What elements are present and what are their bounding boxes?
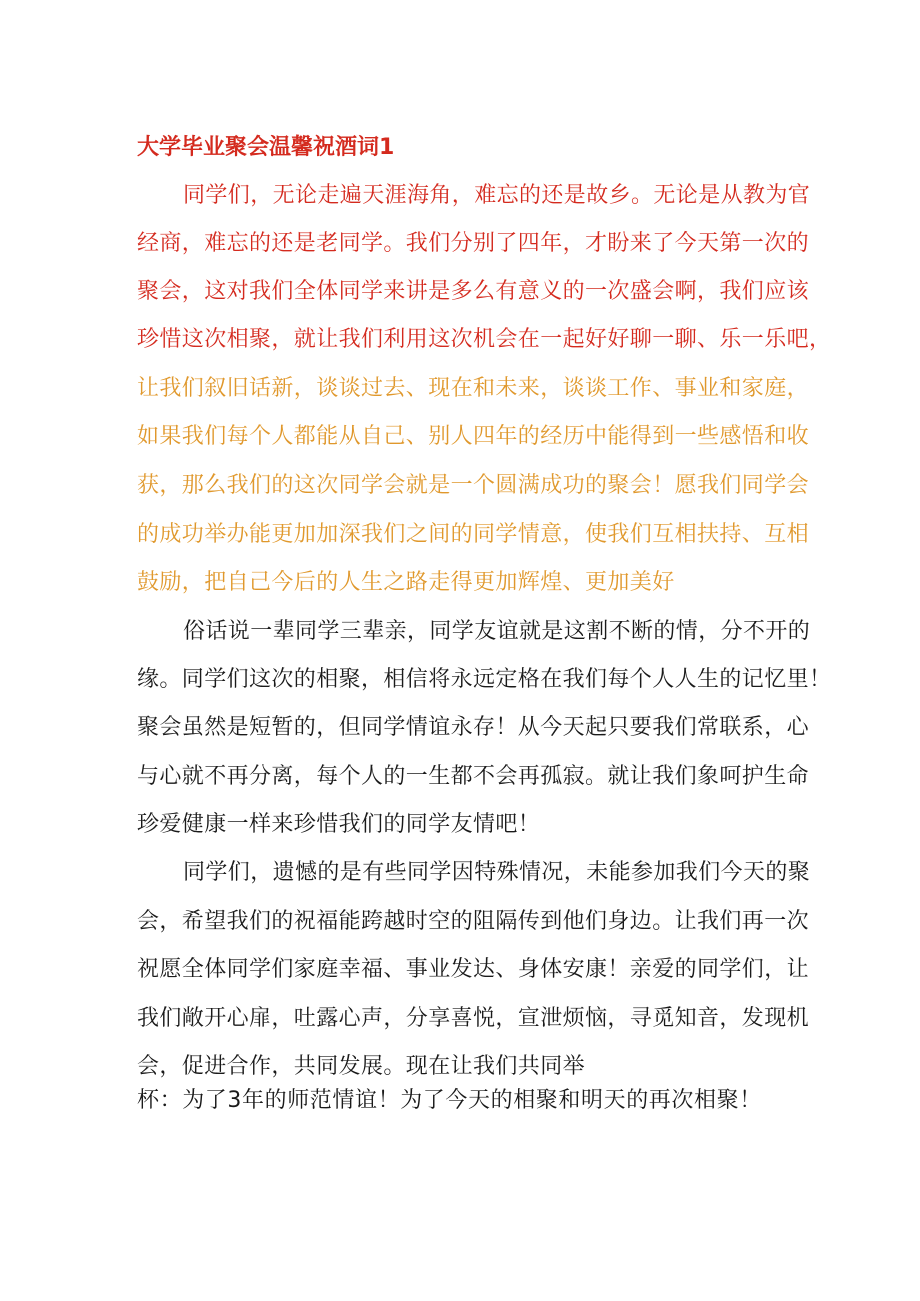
paragraph-2-line-1: 俗话说一辈同学三辈亲，同学友谊就是这割不断的情，分不开的 [183, 619, 811, 644]
paragraph-1-line-2: 经商，难忘的还是老同学。我们分别了四年，才盼来了今天第一次的 [137, 231, 810, 256]
paragraph-1-line-3: 聚会，这对我们全体同学来讲是多么有意义的一次盛会啊，我们应该 [137, 279, 810, 304]
paragraph-2-line-3: 聚会虽然是短暂的，但同学情谊永存！从今天起只要我们常联系，心 [137, 715, 810, 740]
paragraph-3-line-1: 同学们，遗憾的是有些同学因特殊情况，未能参加我们今天的聚 [183, 860, 811, 885]
paragraph-1-line-4: 珍惜这次相聚，就让我们利用这次机会在一起好好聊一聊、乐一乐吧， [137, 327, 832, 352]
paragraph-3-line-3: 祝愿全体同学们家庭幸福、事业发达、身体安康！亲爱的同学们，让 [137, 957, 810, 982]
paragraph-2-line-4: 与心就不再分离，每个人的一生都不会再孤寂。就让我们象呵护生命 [137, 764, 810, 789]
paragraph-1-line-5: 让我们叙旧话新，谈谈过去、现在和未来，谈谈工作、事业和家庭， [137, 376, 810, 401]
paragraph-2-line-5: 珍爱健康一样来珍惜我们的同学友情吧！ [137, 812, 541, 837]
paragraph-1-line-9: 鼓励，把自己今后的人生之路走得更加辉煌、更加美好 [137, 570, 675, 595]
paragraph-3-line-2: 会，希望我们的祝福能跨越时空的阻隔传到他们身边。让我们再一次 [137, 909, 810, 934]
paragraph-3-line-5: 会，促进合作，共同发展。现在让我们共同举 [137, 1054, 586, 1079]
paragraph-1-line-7: 获，那么我们的这次同学会就是一个圆满成功的聚会！愿我们同学会 [137, 473, 810, 498]
paragraph-1-line-6: 如果我们每个人都能从自己、别人四年的经历中能得到一些感悟和收 [137, 424, 810, 449]
document-title: 大学毕业聚会温馨祝酒词1 [137, 135, 395, 160]
paragraph-3-line-6: 杯：为了3年的师范情谊！为了今天的相聚和明天的再次相聚！ [137, 1088, 762, 1113]
paragraph-2-line-2: 缘。同学们这次的相聚，相信将永远定格在我们每个人人生的记忆里！ [137, 667, 832, 692]
paragraph-1-line-8: 的成功举办能更加加深我们之间的同学情意，使我们互相扶持、互相 [137, 522, 810, 547]
paragraph-3-line-4: 我们敞开心扉，吐露心声，分享喜悦，宣泄烦恼，寻觅知音，发现机 [137, 1006, 810, 1031]
paragraph-1-line-1: 同学们，无论走遍天涯海角，难忘的还是故乡。无论是从教为官 [183, 183, 811, 208]
